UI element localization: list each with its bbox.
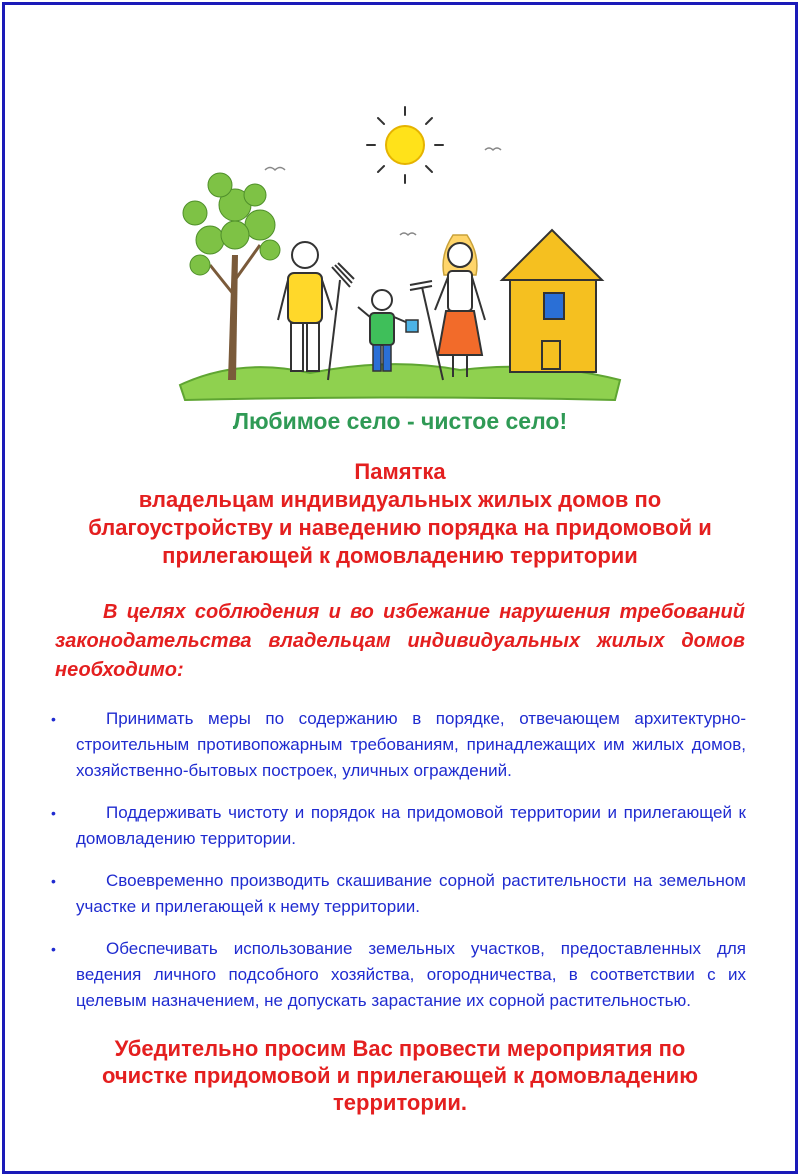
- father-figure: [278, 242, 332, 371]
- tree: [183, 173, 280, 380]
- closing-line: территории.: [333, 1090, 467, 1115]
- memo-title: [40, 458, 760, 570]
- bullet-icon: •: [51, 873, 56, 889]
- bullet-icon: •: [51, 941, 56, 957]
- list-item: [51, 936, 746, 1014]
- intro-paragraph: В целях соблюдения и во избежание нарушения требований законодательства владельцам индивидуальных жилых домов необходимо:: [55, 601, 745, 681]
- title-line: Памятка: [354, 459, 446, 484]
- list-item-text: Своевременно производить скашивание сорной растительности на земельном участке и прилегающей к нему территории.: [76, 871, 746, 916]
- closing-line: Убедительно просим Вас провести мероприятия по: [114, 1036, 686, 1061]
- requirements-list: [0, 706, 800, 1030]
- list-item-text: Поддерживать чистоту и порядок на придомовой территории и прилегающей к домовладению территории.: [76, 803, 746, 848]
- family-cleaning-illustration: [160, 95, 640, 405]
- title-line: прилегающей к домовладению территории: [162, 543, 638, 568]
- list-item: [51, 800, 746, 852]
- birds: [265, 148, 501, 235]
- list-item-text: Принимать меры по содержанию в порядке, отвечающем архитектурно-строительным противопожарным требованиям, принадлежащих им жилых домов, хозяйственно-бытовых построек, уличных ограждений.: [76, 709, 746, 780]
- bullet-icon: •: [51, 711, 56, 727]
- list-item-text: Обеспечивать использование земельных участков, предоставленных для ведения личного подсобного хозяйства, огородничества, в соответствии с их целевым назначением, не допускать зарастание их сорной растительностью.: [76, 939, 746, 1010]
- bullet-icon: •: [51, 805, 56, 821]
- sun-icon: [367, 107, 443, 183]
- list-item: [51, 868, 746, 920]
- title-line: владельцам индивидуальных жилых домов по: [138, 487, 662, 512]
- house: [502, 230, 602, 372]
- title-line: благоустройству и наведению порядка на придомовой и: [88, 515, 712, 540]
- rake: [328, 263, 354, 380]
- child-figure: [358, 290, 418, 371]
- mother-figure: [435, 235, 485, 377]
- closing-line: очистке придомовой и прилегающей к домовладению: [102, 1063, 698, 1088]
- list-item: [51, 706, 746, 784]
- slogan: Любимое село - чистое село!: [232, 408, 568, 434]
- closing-appeal: [40, 1035, 760, 1116]
